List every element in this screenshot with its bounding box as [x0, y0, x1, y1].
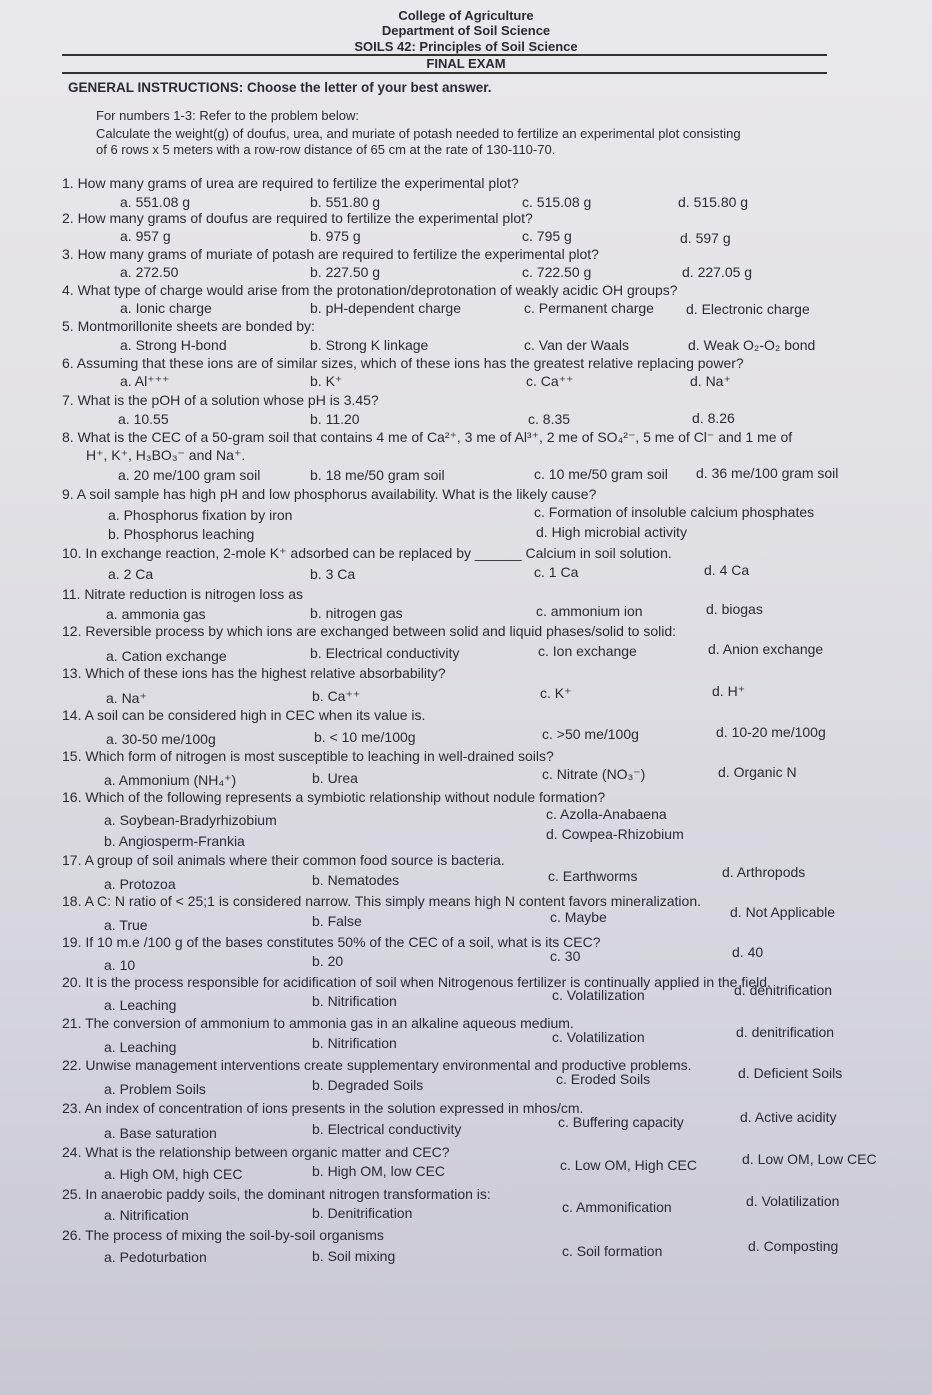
option-a[interactable]: a. Protozoa — [104, 876, 176, 892]
option-c[interactable]: c. 10 me/50 gram soil — [534, 466, 668, 482]
option-c[interactable]: c. Low OM, High CEC — [560, 1157, 697, 1173]
question-text: 5. Montmorillonite sheets are bonded by: — [62, 318, 315, 334]
option-a[interactable]: a. 30-50 me/100g — [106, 731, 216, 747]
option-d[interactable]: d. Arthropods — [722, 864, 806, 880]
question-text-continued: H⁺, K⁺, H₃BO₃⁻ and Na⁺. — [86, 447, 246, 463]
general-instructions: GENERAL INSTRUCTIONS: Choose the letter of your best answer. — [68, 80, 492, 95]
option-d[interactable]: d. 4 Ca — [704, 562, 750, 578]
option-a[interactable]: a. Na⁺ — [106, 690, 147, 706]
option-c[interactable]: c. 795 g — [522, 228, 572, 244]
option-a[interactable]: a. Ionic charge — [120, 300, 212, 316]
option-c[interactable]: c. 30 — [550, 948, 581, 964]
question-text: 20. It is the process responsible for acidification of soil when Nitrogenous fertilizer is continually applied in the field. — [62, 974, 771, 990]
course-title: SOILS 42: Principles of Soil Science — [354, 39, 578, 54]
option-d[interactable]: d. Cowpea-Rhizobium — [546, 826, 684, 842]
option-c[interactable]: c. Ca⁺⁺ — [526, 373, 574, 389]
option-d[interactable]: d. 515.80 g — [678, 194, 749, 210]
option-c[interactable]: c. Van der Waals — [524, 337, 630, 353]
option-b[interactable]: b. Ca⁺⁺ — [312, 688, 361, 704]
option-a[interactable]: a. 957 g — [120, 228, 171, 244]
option-b[interactable]: b. Nitrification — [312, 993, 397, 1009]
option-b[interactable]: b. Nitrification — [312, 1035, 397, 1051]
option-a[interactable]: a. Soybean-Bradyrhizobium — [104, 812, 277, 828]
option-a[interactable]: a. Ammonium (NH₄⁺) — [104, 772, 237, 788]
option-c[interactable]: c. Ammonification — [562, 1199, 672, 1215]
option-b[interactable]: b. 20 — [312, 953, 344, 969]
option-d[interactable]: d. Active acidity — [740, 1109, 837, 1125]
option-b[interactable]: b. pH-dependent charge — [310, 300, 461, 316]
option-a[interactable]: a. 551.08 g — [120, 194, 191, 210]
question-text: 4. What type of charge would arise from the protonation/deprotonation of weakly acidic OH groups? — [62, 282, 678, 298]
question-text: 9. A soil sample has high pH and low phosphorus availability. What is the likely cause? — [62, 486, 597, 502]
option-d[interactable]: d. 10-20 me/100g — [716, 724, 826, 740]
option-a[interactable]: a. 10.55 — [118, 411, 169, 427]
exam-title: FINAL EXAM — [426, 56, 506, 71]
option-c[interactable]: c. >50 me/100g — [542, 726, 639, 742]
option-d[interactable]: d. 36 me/100 gram soil — [696, 465, 839, 481]
option-b[interactable]: b. High OM, low CEC — [312, 1163, 446, 1179]
option-b[interactable]: b. Electrical conductivity — [310, 645, 460, 661]
question-text: 3. How many grams of muriate of potash are required to fertilize the experimental plot? — [62, 246, 599, 262]
problem-line: Calculate the weight(g) of doufus, urea, and muriate of potash needed to fertilize an experimental plot consisting — [96, 126, 741, 141]
option-b[interactable]: b. 551.80 g — [310, 194, 381, 210]
question-text: 22. Unwise management interventions create supplementary environmental and productive problems. — [62, 1057, 692, 1073]
question-text: 18. A C: N ratio of < 25;1 is considered narrow. This simply means high N content favors mineralization. — [62, 893, 701, 909]
option-d[interactable]: d. Deficient Soils — [738, 1065, 843, 1081]
question-text: 8. What is the CEC of a 50-gram soil that contains 4 me of Ca²⁺, 3 me of Al³⁺, 2 me of SO₄²⁻, 5 me of Cl⁻ and 1 me of — [62, 429, 793, 445]
question-text: 1. How many grams of urea are required to fertilize the experimental plot? — [62, 175, 519, 191]
question-text: 21. The conversion of ammonium to ammonia gas in an alkaline aqueous medium. — [62, 1015, 574, 1031]
option-b[interactable]: b. Degraded Soils — [312, 1077, 424, 1093]
option-c[interactable]: c. Buffering capacity — [558, 1114, 684, 1130]
option-d[interactable]: d. denitrification — [736, 1024, 835, 1040]
option-a[interactable]: a. 2 Ca — [108, 566, 154, 582]
question-text: 12. Reversible process by which ions are exchanged between solid and liquid phases/solid to solid: — [62, 623, 677, 639]
option-c[interactable]: c. 515.08 g — [522, 194, 592, 210]
question-text: 13. Which of these ions has the highest relative absorbability? — [62, 665, 446, 681]
option-d[interactable]: d. Composting — [748, 1238, 839, 1254]
option-a[interactable]: a. Phosphorus fixation by iron — [108, 507, 293, 523]
option-a[interactable]: a. 20 me/100 gram soil — [118, 467, 261, 483]
option-d[interactable]: d. Electronic charge — [686, 301, 810, 317]
option-d[interactable]: d. 597 g — [680, 230, 731, 246]
option-d[interactable]: d. High microbial activity — [536, 524, 687, 540]
option-c[interactable]: c. K⁺ — [540, 685, 572, 701]
question-text: 11. Nitrate reduction is nitrogen loss as — [62, 586, 303, 602]
option-a[interactable]: a. Problem Soils — [104, 1081, 206, 1097]
question-text: 7. What is the pOH of a solution whose pH is 3.45? — [62, 392, 379, 408]
question-text: 17. A group of soil animals where their common food source is bacteria. — [62, 852, 505, 868]
problem-line: of 6 rows x 5 meters with a row-row distance of 65 cm at the rate of 130-110-70. — [96, 142, 556, 157]
option-c[interactable]: c. Soil formation — [562, 1243, 663, 1259]
option-c[interactable]: c. Eroded Soils — [556, 1071, 651, 1087]
option-b[interactable]: b. Soil mixing — [312, 1248, 396, 1264]
option-c[interactable]: c. ammonium ion — [536, 603, 643, 619]
question-text: 16. Which of the following represents a symbiotic relationship without nodule formation? — [62, 789, 606, 805]
option-b[interactable]: b. Electrical conductivity — [312, 1121, 462, 1137]
question-text: 19. If 10 m.e /100 g of the bases constitutes 50% of the CEC of a soil, what is its CEC? — [62, 934, 601, 950]
option-d[interactable]: d. 8.26 — [692, 410, 735, 426]
option-d[interactable]: d. Low OM, Low CEC — [742, 1151, 877, 1167]
option-b[interactable]: b. K⁺ — [310, 373, 343, 389]
option-a[interactable]: a. Nitrification — [104, 1207, 189, 1223]
option-b[interactable]: b. 11.20 — [310, 411, 360, 427]
option-a[interactable]: a. 10 — [104, 957, 136, 973]
option-d[interactable]: d. 40 — [732, 944, 764, 960]
option-b[interactable]: b. nitrogen gas — [310, 605, 403, 621]
option-d[interactable]: d. 227.05 g — [682, 264, 753, 280]
option-b[interactable]: b. False — [312, 913, 362, 929]
option-a[interactable]: a. Cation exchange — [106, 648, 227, 664]
problem-intro: For numbers 1-3: Refer to the problem below: — [96, 108, 360, 123]
question-text: 15. Which form of nitrogen is most susceptible to leaching in well-drained soils? — [62, 748, 554, 764]
option-a[interactable]: a. Leaching — [104, 1039, 177, 1055]
option-a[interactable]: a. Strong H-bond — [120, 337, 227, 353]
option-d[interactable]: d. denitrification — [734, 982, 833, 998]
option-a[interactable]: a. ammonia gas — [106, 606, 206, 622]
option-b[interactable]: b. 227.50 g — [310, 264, 381, 280]
option-c[interactable]: c. Permanent charge — [524, 300, 654, 316]
question-text: 23. An index of concentration of ions presents in the solution expressed in mhos/cm. — [62, 1100, 584, 1116]
department-name: Department of Soil Science — [381, 23, 551, 38]
option-d[interactable]: d. Na⁺ — [690, 373, 731, 389]
option-d[interactable]: d. H⁺ — [712, 683, 746, 699]
question-text: 25. In anaerobic paddy soils, the dominant nitrogen transformation is: — [62, 1186, 491, 1202]
option-c[interactable]: c. Ion exchange — [538, 643, 637, 659]
header-rule-bottom — [62, 72, 827, 74]
option-a[interactable]: a. True — [104, 917, 148, 933]
question-text: 2. How many grams of doufus are required to fertilize the experimental plot? — [62, 210, 533, 226]
option-b[interactable]: b. Nematodes — [312, 872, 400, 888]
option-d[interactable]: d. Weak O₂-O₂ bond — [688, 337, 816, 353]
option-d[interactable]: d. Organic N — [718, 764, 797, 780]
question-text: 26. The process of mixing the soil-by-soil organisms — [62, 1227, 384, 1243]
question-text: 14. A soil can be considered high in CEC when its value is. — [62, 707, 426, 723]
option-c[interactable]: c. 722.50 g — [522, 264, 592, 280]
option-b[interactable]: b. < 10 me/100g — [314, 729, 416, 745]
question-text: 10. In exchange reaction, 2-mole K⁺ adsorbed can be replaced by ______ Calcium in soil solution. — [62, 545, 672, 561]
question-text: 24. What is the relationship between organic matter and CEC? — [62, 1144, 450, 1160]
option-d[interactable]: d. Not Applicable — [730, 904, 836, 920]
option-b[interactable]: b. 3 Ca — [310, 566, 356, 582]
college-name: College of Agriculture — [398, 8, 534, 23]
option-b[interactable]: b. Urea — [312, 770, 358, 786]
option-b[interactable]: b. Angiosperm-Frankia — [104, 833, 245, 849]
option-b[interactable]: b. Denitrification — [312, 1205, 413, 1221]
question-text: 6. Assuming that these ions are of similar sizes, which of these ions has the greatest relative replacing power? — [62, 355, 744, 371]
option-d[interactable]: d. Volatilization — [746, 1193, 840, 1209]
option-c[interactable]: c. Volatilization — [552, 987, 645, 1003]
option-a[interactable]: a. Al⁺⁺⁺ — [120, 373, 170, 389]
option-a[interactable]: a. 272.50 — [120, 264, 179, 280]
option-a[interactable]: a. Pedoturbation — [104, 1249, 207, 1265]
option-c[interactable]: c. 1 Ca — [534, 564, 579, 580]
option-b[interactable]: b. Phosphorus leaching — [108, 526, 255, 542]
option-c[interactable]: c. Formation of insoluble calcium phosphates — [534, 504, 815, 520]
option-c[interactable]: c. Azolla-Anabaena — [546, 806, 667, 822]
option-c[interactable]: c. 8.35 — [528, 411, 571, 427]
option-c[interactable]: c. Earthworms — [548, 868, 638, 884]
option-b[interactable]: b. 975 g — [310, 228, 361, 244]
option-c[interactable]: c. Maybe — [550, 909, 607, 925]
option-a[interactable]: a. High OM, high CEC — [104, 1166, 243, 1182]
option-b[interactable]: b. Strong K linkage — [310, 337, 429, 353]
option-b[interactable]: b. 18 me/50 gram soil — [310, 467, 445, 483]
option-d[interactable]: d. biogas — [706, 601, 763, 617]
option-d[interactable]: d. Anion exchange — [708, 641, 824, 657]
option-a[interactable]: a. Base saturation — [104, 1125, 217, 1141]
option-a[interactable]: a. Leaching — [104, 997, 177, 1013]
option-c[interactable]: c. Nitrate (NO₃⁻) — [542, 766, 646, 782]
option-c[interactable]: c. Volatilization — [552, 1029, 645, 1045]
